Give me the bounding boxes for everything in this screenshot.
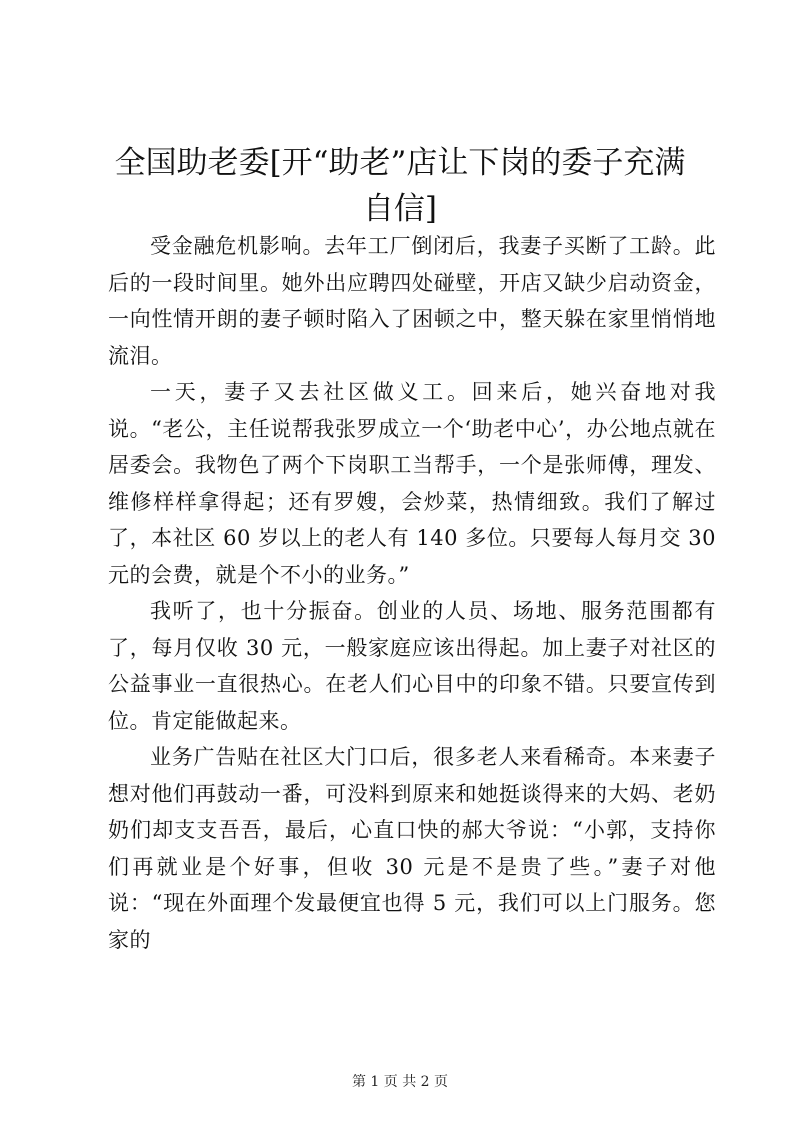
paragraph-3: 我听了，也十分振奋。创业的人员、场地、服务范围都有了，每月仅收 30 元，一般家庭应该出得起。加上妻子对社区的公益事业一直很热心。在老人们心目中的印象不错。只要宣传到位。肯定能做起来。 (108, 599, 716, 733)
page-footer: 第 1 页 共 2 页 (351, 1074, 449, 1090)
paragraph-4: 业务广告贴在社区大门口后，很多老人来看稀奇。本来妻子想对他们再鼓动一番，可没料到原来和她挺谈得来的大妈、老奶奶们却支支吾吾，最后，心直口快的郝大爷说：“小郭，支持你们再就业是个好事，但收 30 元是不是贵了些。”妻子对他说：“现在外面理个发最便宜也得 5 元，我们可以上门服务。您家的 (108, 745, 716, 952)
document-body (108, 228, 716, 958)
paragraph-2: 一天，妻子又去社区做义工。回来后，她兴奋地对我说。“老公，主任说帮我张罗成立一个‘助老中心’，办公地点就在居委会。我物色了两个下岗职工当帮手，一个是张师傅，理发、维修样样拿得起；还有罗嫂，会炒菜，热情细致。我们了解过了，本社区 60 岁以上的老人有 140 多位。只要每人每月交 30 元的会费，就是个不小的业务。” (108, 380, 716, 587)
document-title: 全国助老委[开“助老”店让下岗的委子充满自信] (114, 145, 686, 227)
paragraph-1: 受金融危机影响。去年工厂倒闭后，我妻子买断了工龄。此后的一段时间里。她外出应聘四处碰壁，开店又缺少启动资金，一向性情开朗的妻子顿时陷入了困顿之中，整天躲在家里悄悄地流泪。 (108, 234, 716, 368)
